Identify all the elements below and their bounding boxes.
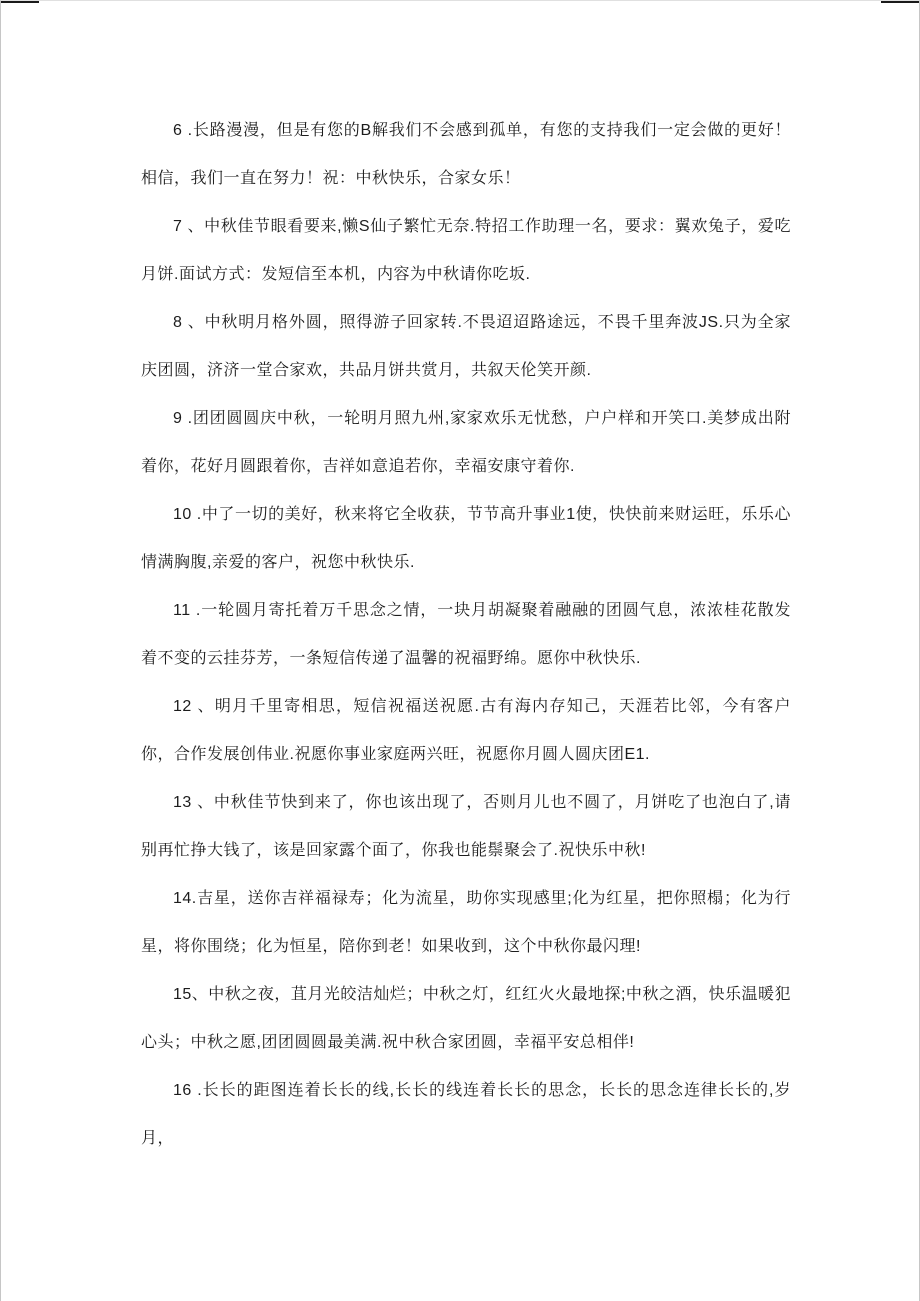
page-corner-mark-left (1, 1, 39, 3)
paragraph-14: 14.吉星，送你吉祥福禄寿；化为流星，助你实现感里;化为红星，把你照榻；化为行星，将你围绕；化为恒星，陪你到老！如果收到，这个中秋你最闪理! (141, 890, 791, 955)
paragraph-13: 13 、中秋佳节快到来了，你也该出现了，否则月儿也不圆了，月饼吃了也泡白了,请别再忙挣大钱了，该是回家露个面了，你我也能鬃聚会了.祝快乐中秋! (141, 794, 791, 859)
paragraph-6: 6 .长路漫漫，但是有您的B解我们不会感到孤单，有您的支持我们一定会做的更好！相信，我们一直在努力！祝：中秋快乐，合家女乐！ (141, 122, 791, 187)
paragraph-8: 8 、中秋明月格外圆，照得游子回家转.不畏迢迢路途远，不畏千里奔波JS.只为全家庆团圆，济济一堂合家欢，共品月饼共赏月，共叙天伦笑开颜. (141, 314, 791, 379)
paragraph-9: 9 .团团圆圆庆中秋，一轮明月照九州,家家欢乐无忧愁，户户样和开笑口.美梦成出附着你，花好月圆跟着你，吉祥如意追若你，幸福安康守着你. (141, 410, 791, 475)
paragraph-12: 12 、明月千里寄相思，短信祝福送祝愿.古有海内存知己，天涯若比邻，今有客户你，合作发展创伟业.祝愿你事业家庭两兴旺，祝愿你月圆人圆庆团E1. (141, 698, 791, 763)
paragraph-11: 11 .一轮圆月寄托着万千思念之情，一块月胡凝聚着融融的团圆气息，浓浓桂花散发着不变的云挂芬芳，一条短信传递了温馨的祝福野绵。愿你中秋快乐. (141, 602, 791, 667)
page-corner-mark-right (881, 1, 919, 3)
document-body (141, 107, 791, 1163)
paragraph-10: 10 .中了一切的美好，秋来将它全收获，节节高升事业1使，快快前来财运旺，乐乐心情满胸腹,亲爱的客户，祝您中秋快乐. (141, 506, 791, 571)
paragraph-15: 15、中秋之夜，苴月光皎洁灿烂；中秋之灯，红红火火最地探;中秋之酒，快乐温暖犯心头；中秋之愿,团团圆圆最美满.祝中秋合家团圆，幸福平安总相伴! (141, 986, 791, 1051)
paragraph-16: 16 .长长的距图连着长长的线,长长的线连着长长的思念，长长的思念连律长长的,岁月， (141, 1082, 791, 1147)
paragraph-7: 7 、中秋佳节眼看要来,懒S仙子繁忙无奈.特招工作助理一名，要求：翼欢兔子，爱吃月饼.面试方式：发短信至本机，内容为中秋请你吃坂. (141, 218, 791, 283)
